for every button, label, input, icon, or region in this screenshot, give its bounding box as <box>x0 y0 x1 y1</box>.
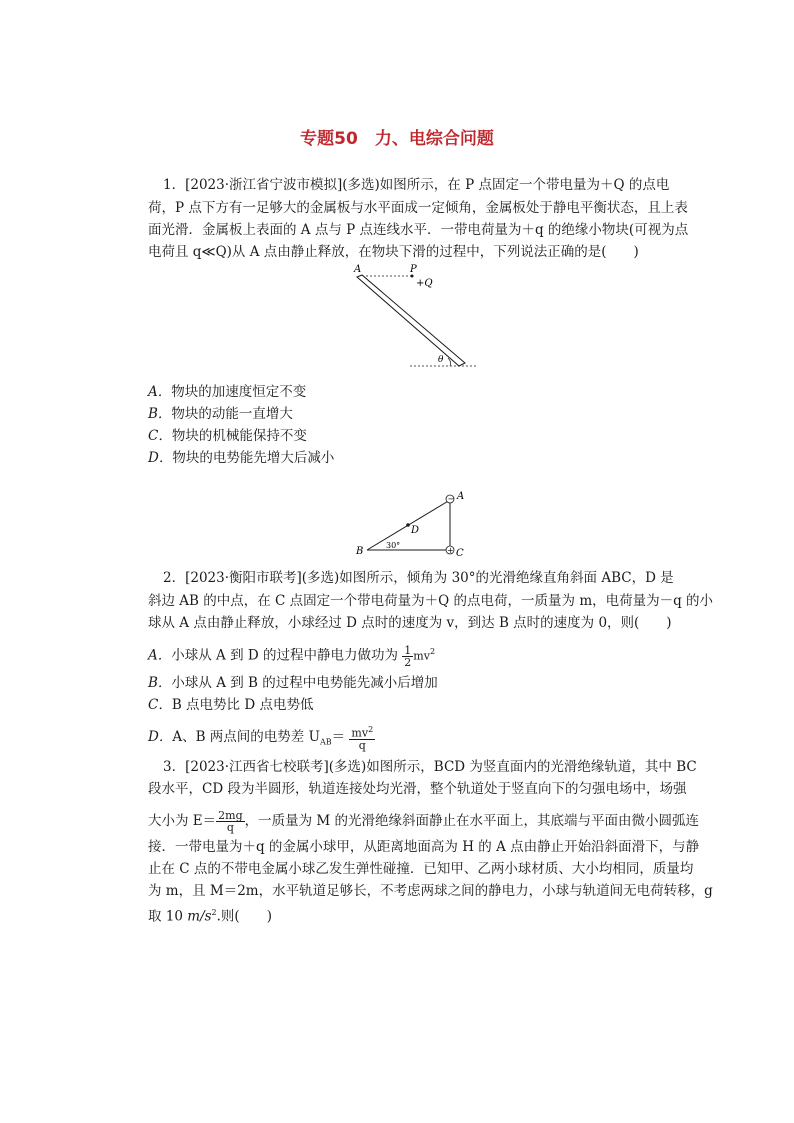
q1-option-d <box>148 450 334 466</box>
q2-option-d-text: A、B 两点间的电势差 U <box>172 728 320 745</box>
q3-line-3 <box>148 810 699 833</box>
q2-minus-sign: − <box>447 494 455 504</box>
q2-option-d <box>148 724 375 751</box>
q2-option-c <box>148 697 313 713</box>
q2-option-a-tail: mv <box>413 649 430 663</box>
q2-option-a <box>148 644 435 668</box>
q2-option-a-sup: 2 <box>429 647 436 656</box>
q3-line-7-sup: 2 <box>211 908 217 917</box>
q3-line-3-start: 大小为 E＝ <box>148 813 217 829</box>
q1-option-b <box>148 406 293 422</box>
q1-option-a-text: 物块的加速度恒定不变 <box>171 384 307 400</box>
q2-label-b: B <box>356 546 364 557</box>
q1-line-3: 面光滑．金属板上表面的 A 点与 P 点连线水平．一带电荷量为＋q 的绝缘小物块(可视为点 <box>148 222 689 238</box>
q1-option-b-text: 物块的动能一直增大 <box>171 406 293 422</box>
q2-option-a-fraction <box>402 645 413 668</box>
q3-line-3-end: ，一质量为 M 的光滑绝缘斜面静止在水平面上，其底端与平面由微小圆弧连 <box>244 813 700 829</box>
q3-field-fraction <box>216 810 244 833</box>
q3-line-1: 3．[2023·江西省七校联考](多选)如图所示，BCD 为竖直面内的光滑绝缘轨道，其中 BC <box>163 759 697 775</box>
q2-point-d <box>406 523 410 527</box>
q2-option-d-sub: AB <box>319 737 332 747</box>
q2-line-3: 球从 A 点由静止释放，小球经过 D 点时的速度为 v，到达 B 点时的速度为 0，则( ) <box>148 615 672 631</box>
q1-option-d-text: 物块的电势能先增大后减小 <box>172 450 335 466</box>
q3-field-num: 2mg <box>218 809 243 822</box>
q1-label-theta: θ <box>438 355 444 365</box>
q2-option-d-numsup: 2 <box>368 725 374 734</box>
q2-option-d-num: mv <box>351 726 369 740</box>
q1-option-a-letter: A． <box>148 384 172 400</box>
q2-option-d-letter: D． <box>148 728 173 745</box>
q2-option-a-den: 2 <box>404 655 412 669</box>
q1-line-2: 荷，P 点下方有一足够大的金属板与水平面成一定倾角，金属板处于静电平衡状态，且上表 <box>148 200 688 216</box>
q1-figure-incline-plate <box>340 262 480 372</box>
q2-option-a-text: 小球从 A 到 D 的过程中静电力做功为 <box>171 647 398 664</box>
q1-label-p: P <box>410 264 417 275</box>
q2-figure-right-triangle <box>352 488 472 560</box>
q2-label-a: A <box>457 491 465 502</box>
q1-metal-plate <box>357 275 465 366</box>
q2-option-a-num: 1 <box>404 643 412 657</box>
q3-line-6: 为 m，且 M＝2m，水平轨道足够长，不考虑两球之间的静电力，小球与轨道间无电荷转移，g <box>148 883 713 899</box>
q2-option-b-text: 小球从 A 到 B 的过程中电势能先减小后增加 <box>171 675 438 691</box>
q1-line-4: 电荷且 q≪Q)从 A 点由静止释放，在物块下滑的过程中，下列说法正确的是( ) <box>148 244 639 260</box>
q2-option-b <box>148 675 438 691</box>
q3-line-7 <box>148 905 272 925</box>
q1-option-d-letter: D． <box>148 450 173 466</box>
q1-option-c-letter: C． <box>148 428 172 444</box>
q3-line-4: 接．一带电量为＋q 的金属小球甲，从距离地面高为 H 的 A 点由静止开始沿斜面滑下，与静 <box>148 839 700 855</box>
q2-label-d: D <box>411 525 420 536</box>
q2-label-c: C <box>456 548 464 559</box>
q1-option-c <box>148 428 307 444</box>
q2-option-a-letter: A． <box>148 647 172 664</box>
q2-option-c-letter: C． <box>148 697 172 713</box>
q2-option-d-fraction <box>349 724 375 751</box>
q2-line-2: 斜边 AB 的中点，在 C 点固定一个带电荷量为＋Q 的点电荷，一质量为 m，电荷量为－q 的小 <box>148 593 714 609</box>
q2-option-d-eq: ＝ <box>331 728 346 745</box>
q1-line-1: 1．[2023·浙江省宁波市模拟](多选)如图所示，在 P 点固定一个带电量为＋Q 的点电 <box>163 177 670 193</box>
q1-option-a <box>148 384 306 400</box>
q3-line-7-end: .则( ) <box>216 908 272 925</box>
q2-option-d-den: q <box>358 738 366 752</box>
q2-option-d-num-wrap <box>349 724 375 740</box>
q1-option-c-text: 物块的机械能保持不变 <box>171 428 307 444</box>
q1-label-a: A <box>354 264 362 275</box>
q2-option-c-text: B 点电势比 D 点电势低 <box>171 697 314 713</box>
q3-line-7-unit: m/s <box>187 908 212 925</box>
q2-line-1: 2．[2023·衡阳市联考](多选)如图所示，倾角为 30°的光滑绝缘直角斜面 ABC，D 是 <box>163 570 674 586</box>
q3-field-den: q <box>226 821 234 834</box>
q3-line-5: 止在 C 点的不带电金属小球乙发生弹性碰撞．已知甲、乙两小球材质、大小均相同，质量均 <box>148 861 694 877</box>
q1-charge-point <box>411 275 414 278</box>
q2-option-b-letter: B． <box>148 675 172 691</box>
q1-angle-arc <box>448 358 451 366</box>
q1-option-b-letter: B． <box>148 406 172 422</box>
q1-label-q: +Q <box>416 278 433 289</box>
page-title: 专题50 力、电综合问题 <box>300 129 494 149</box>
q3-line-2: 段水平，CD 段为半圆形，轨道连接处均光滑，整个轨道处于竖直向下的匀强电场中，场强 <box>148 781 687 797</box>
q2-label-angle: 30° <box>386 541 401 550</box>
q2-plus-sign: + <box>447 546 454 555</box>
q3-line-7-start: 取 10 <box>148 908 188 925</box>
